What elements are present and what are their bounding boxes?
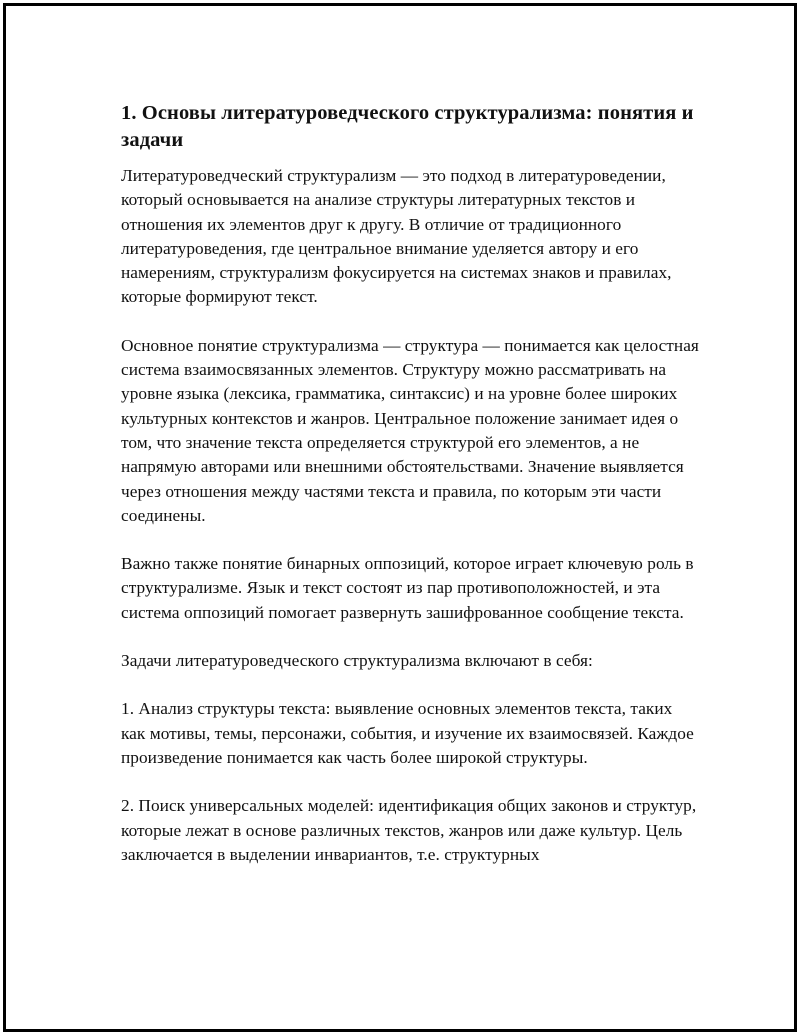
paragraph-task-1: 1. Анализ структуры текста: выявление основных элементов текста, таких как мотивы, темы, персонажи, события, и изучение их взаимосвязей. Каждое произведение понимается как часть более широкой структуры. (121, 699, 694, 767)
section-heading: 1. Основы литературоведческого структурализма: понятия и задачи (121, 102, 694, 151)
paragraph-binary-oppositions: Важно также понятие бинарных оппозиций, которое играет ключевую роль в структурализме. Язык и текст состоят из пар противоположностей, и эта система оппозиций помогает развернуть зашифрованное сообщение текста. (121, 554, 694, 622)
paragraph-task-2: 2. Поиск универсальных моделей: идентификация общих законов и структур, которые лежат в основе различных текстов, жанров или даже культур. Цель заключается в выделении инвариантов, т.е. структурных (121, 796, 697, 864)
page-frame (3, 3, 797, 1032)
paragraph-tasks-intro: Задачи литературоведческого структурализма включают в себя: (121, 651, 593, 671)
paragraph-definition: Литературоведческий структурализм — это подход в литературоведении, который основывается на анализе структуры литературных текстов и отношения их элементов друг к другу. В отличие от традиционного литературоведения, где центральное внимание уделяется автору и его намерениям, структурализм фокусируется на системах знаков и правилах, которые формируют текст. (121, 166, 672, 307)
paragraph-structure-concept: Основное понятие структурализма — структура — понимается как целостная система взаимосвязанных элементов. Структуру можно рассматривать на уровне языка (лексика, грамматика, синтаксис) и на уровне более широких культурных контекстов и жанров. Центральное положение занимает идея о том, что значение текста определяется структурой его элементов, а не напрямую авторами или внешними обстоятельствами. Значение выявляется через отношения между частями текста и правила, по которым эти части соединены. (121, 335, 699, 525)
document-body (121, 100, 701, 891)
